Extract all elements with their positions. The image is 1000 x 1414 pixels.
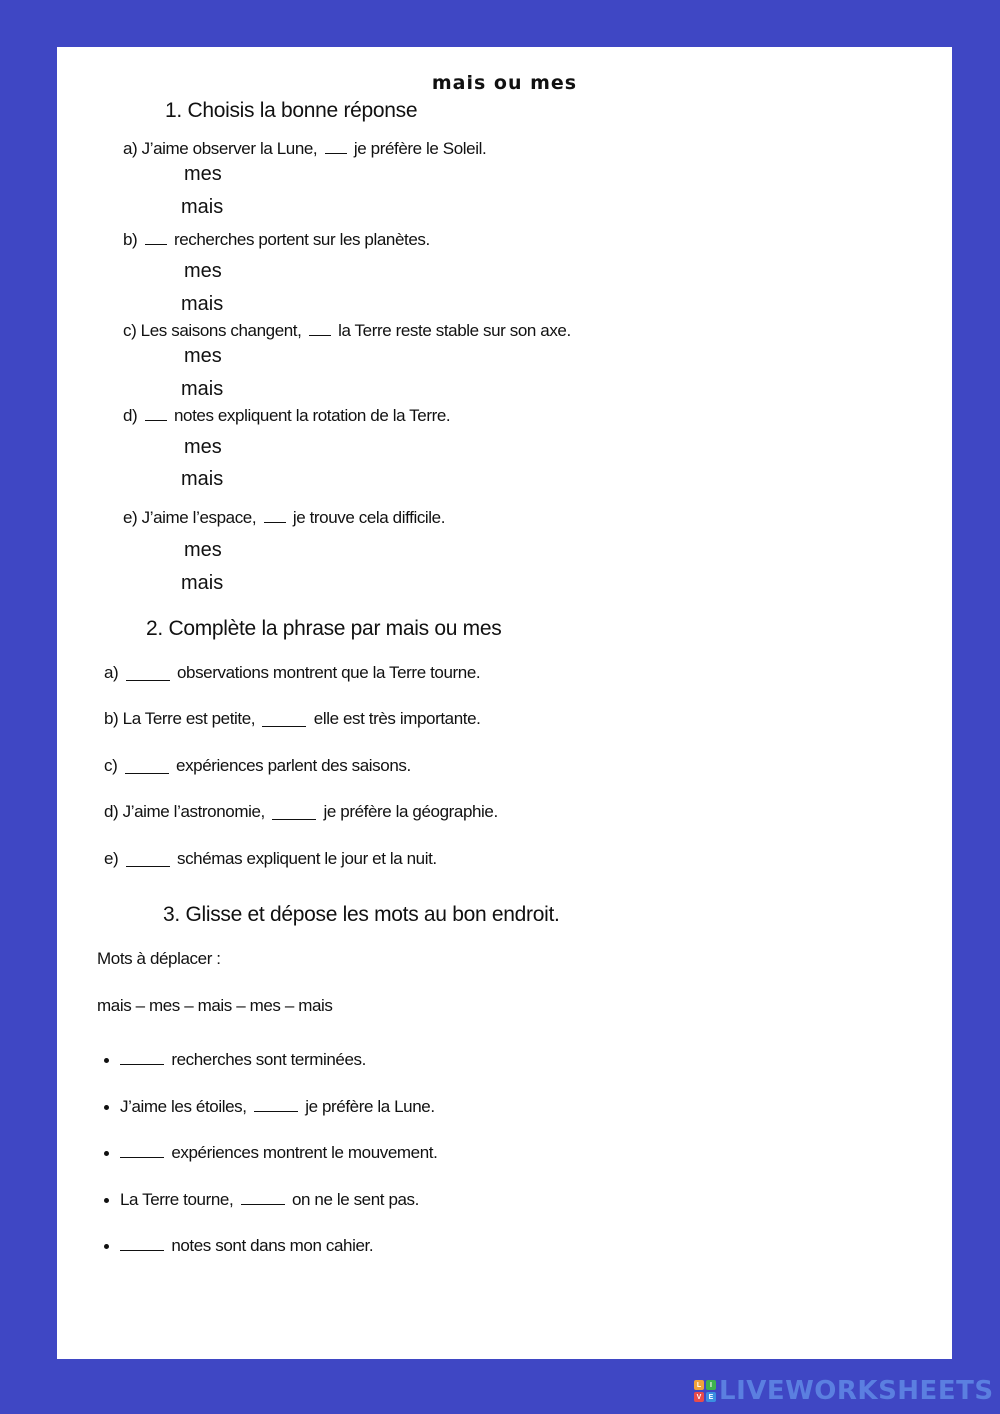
logo-grid-icon: [694, 1380, 716, 1402]
brand-name: LIVEWORKSHEETS: [719, 1376, 994, 1406]
drop-zone[interactable]: [120, 1050, 164, 1065]
question-a: [123, 139, 486, 159]
question-text: c) Les saisons changent,: [123, 321, 306, 340]
drop-zone[interactable]: [241, 1190, 285, 1205]
words-label: Mots à déplacer :: [97, 949, 221, 968]
worksheet-title: mais ou mes: [431, 72, 578, 94]
exercise-text: b) La Terre est petite,: [104, 709, 260, 728]
question-b: [123, 230, 430, 250]
exercise-e: [104, 849, 437, 869]
answer-blank: [145, 406, 167, 421]
option-mais[interactable]: mais: [181, 196, 224, 218]
item-text: La Terre tourne,: [120, 1190, 238, 1209]
answer-input[interactable]: [272, 805, 316, 820]
worksheet-page: [57, 47, 952, 1359]
item-text: expériences montrent le mouvement.: [167, 1143, 438, 1162]
bullet-icon: [104, 1105, 109, 1110]
option-mais[interactable]: mais: [181, 293, 224, 315]
question-d: [123, 406, 450, 426]
section1-heading: 1. Choisis la bonne réponse: [165, 99, 418, 122]
item-text: notes sont dans mon cahier.: [167, 1236, 374, 1255]
item-text: recherches sont terminées.: [167, 1050, 366, 1069]
drop-zone[interactable]: [120, 1143, 164, 1158]
question-text: b): [123, 230, 142, 249]
answer-input[interactable]: [125, 759, 169, 774]
bullet-icon: [104, 1198, 109, 1203]
option-mais[interactable]: mais: [181, 378, 224, 400]
section2-heading: 2. Complète la phrase par mais ou mes: [146, 617, 502, 640]
logo-tile: L: [694, 1380, 704, 1390]
question-text: je trouve cela difficile.: [288, 508, 446, 527]
list-item: [120, 1143, 437, 1163]
answer-blank: [264, 508, 286, 523]
question-text: d): [123, 406, 142, 425]
exercise-text: elle est très importante.: [309, 709, 481, 728]
logo-tile: V: [694, 1392, 704, 1402]
answer-blank: [309, 321, 331, 336]
option-mes[interactable]: mes: [184, 436, 222, 458]
logo-tile: I: [706, 1380, 716, 1390]
item-text: J’aime les étoiles,: [120, 1097, 251, 1116]
exercise-text: d) J’aime l’astronomie,: [104, 802, 270, 821]
question-text: recherches portent sur les planètes.: [169, 230, 430, 249]
exercise-a: [104, 663, 480, 683]
option-mais[interactable]: mais: [181, 572, 224, 594]
answer-blank: [325, 139, 347, 154]
exercise-b: [104, 709, 480, 729]
answer-input[interactable]: [126, 852, 170, 867]
option-mes[interactable]: mes: [184, 539, 222, 561]
drop-zone[interactable]: [120, 1236, 164, 1251]
liveworksheets-logo[interactable]: [694, 1376, 994, 1406]
answer-input[interactable]: [262, 712, 306, 727]
question-e: [123, 508, 445, 528]
question-c: [123, 321, 571, 341]
question-text: je préfère le Soleil.: [349, 139, 487, 158]
list-item: [120, 1097, 435, 1117]
section3-heading: 3. Glisse et dépose les mots au bon endroit.: [163, 903, 560, 926]
exercise-text: schémas expliquent le jour et la nuit.: [172, 849, 437, 868]
bullet-icon: [104, 1244, 109, 1249]
item-text: je préfère la Lune.: [300, 1097, 435, 1116]
option-mes[interactable]: mes: [184, 260, 222, 282]
draggable-words[interactable]: mais – mes – mais – mes – mais: [97, 996, 333, 1015]
exercise-text: a): [104, 663, 123, 682]
exercise-text: je préfère la géographie.: [319, 802, 498, 821]
option-mes[interactable]: mes: [184, 163, 222, 185]
exercise-c: [104, 756, 411, 776]
question-text: a) J’aime observer la Lune,: [123, 139, 322, 158]
option-mes[interactable]: mes: [184, 345, 222, 367]
exercise-text: e): [104, 849, 123, 868]
question-text: notes expliquent la rotation de la Terre.: [169, 406, 451, 425]
list-item: [120, 1050, 366, 1070]
option-mais[interactable]: mais: [181, 468, 224, 490]
drop-zone[interactable]: [254, 1097, 298, 1112]
list-item: [120, 1236, 373, 1256]
logo-tile: E: [706, 1392, 716, 1402]
exercise-text: c): [104, 756, 122, 775]
item-text: on ne le sent pas.: [287, 1190, 419, 1209]
question-text: la Terre reste stable sur son axe.: [333, 321, 571, 340]
exercise-text: expériences parlent des saisons.: [171, 756, 411, 775]
list-item: [120, 1190, 419, 1210]
answer-blank: [145, 230, 167, 245]
exercise-d: [104, 802, 498, 822]
answer-input[interactable]: [126, 666, 170, 681]
bullet-icon: [104, 1058, 109, 1063]
question-text: e) J’aime l’espace,: [123, 508, 261, 527]
exercise-text: observations montrent que la Terre tourne.: [172, 663, 481, 682]
bullet-icon: [104, 1151, 109, 1156]
